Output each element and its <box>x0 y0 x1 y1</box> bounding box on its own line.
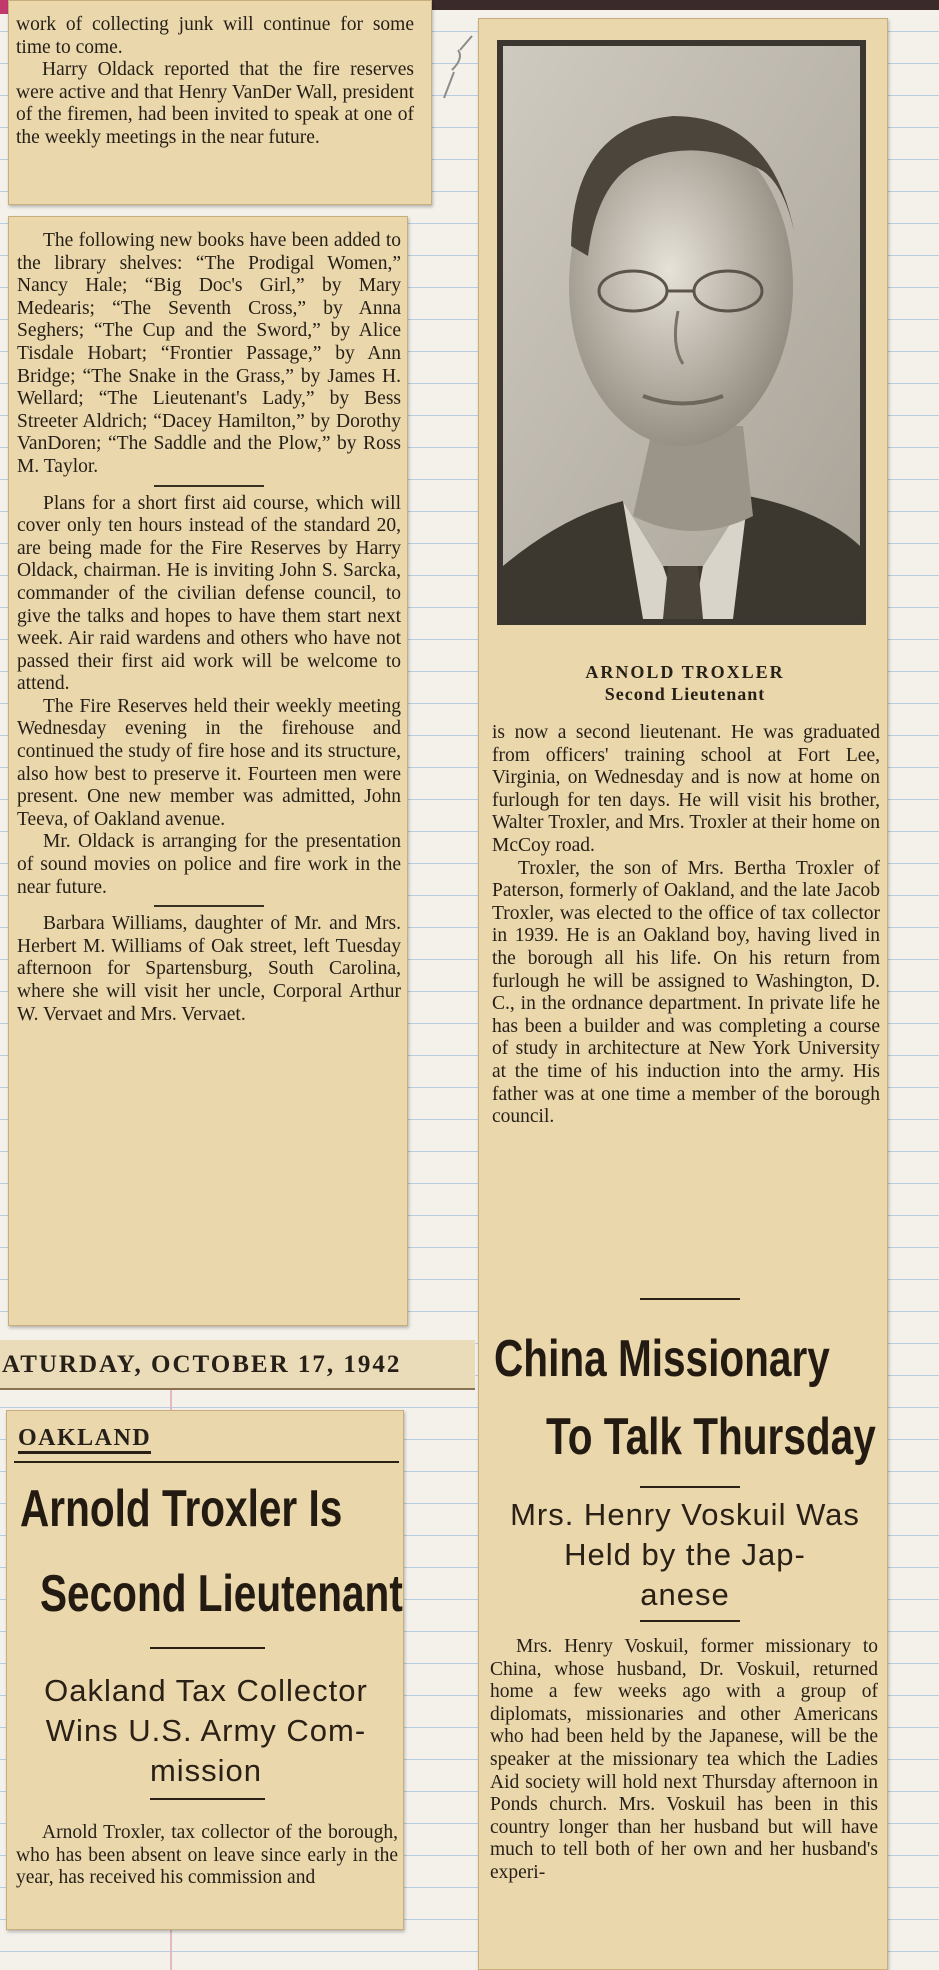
paragraph: The following new books have been added to the library shelves: “The Prodigal Women,” Nancy Hale; “Big Doc's Girl,” by Mary Medearis; “The Seventh Cross,” by Anna Seghers; “The Cup and the Sword,” by Alice Tisdale Hobart; “Frontier Passage,” by Ann Bridge; “The Snake in the Grass,” by James H. Wellard; “The Lieutenant's Lady,” by Bess Streeter Aldrich; “Dacey Hamilton,” by Dorothy VanDoren; “The Saddle and the Plow,” by Ross M. Taylor. <box>17 230 401 477</box>
clipping-left-top <box>8 0 432 205</box>
separator-rule <box>154 905 264 907</box>
subhead-line: anese <box>640 1577 730 1612</box>
clipping-left-main <box>8 216 408 1326</box>
subhead-line: Mrs. Henry Voskuil Was <box>510 1497 860 1532</box>
subhead-line: Oakland Tax Collector <box>44 1673 368 1708</box>
portrait-photo <box>497 40 866 625</box>
separator-rule <box>154 485 264 487</box>
dateline: ATURDAY, OCTOBER 17, 1942 <box>0 1340 475 1390</box>
section-tag: OAKLAND <box>18 1425 151 1454</box>
separator-rule <box>150 1798 265 1800</box>
paragraph: Mr. Oldack is arranging for the presentation of sound movies on police and fire work in the near future. <box>17 831 401 898</box>
paragraph: Troxler, the son of Mrs. Bertha Troxler of Paterson, formerly of Oakland, and the late Jacob Troxler, was elected to the office of tax collector in 1939. He is an Oakland boy, having lived in the borough all his life. On his return from furlough he will be assigned to Washington, D. C., in the ordnance department. In private life he has been a builder and was completing a course of study in architecture at New York University at the time of his induction into the army. His father was at one time a member of the borough council. <box>492 857 880 1128</box>
paragraph: Plans for a short first aid course, which will cover only ten hours instead of the standard 20, are being made for the Fire Reserves by Harry Oldack, chairman. He is inviting John S. Sarcka, commander of the civilian defense council, to give the talks and hopes to have them start next week. Air raid wardens and others who have not passed their first aid work will be welcome to attend. <box>17 492 401 695</box>
pencil-mark <box>438 28 478 108</box>
separator-rule <box>640 1620 740 1622</box>
photo-caption-title: Second Lieutenant <box>604 684 766 704</box>
paragraph: Arnold Troxler, tax collector of the borough, who has been absent on leave since early in the year, has received his commission and <box>16 1822 398 1889</box>
portrait-image <box>503 46 860 619</box>
paragraph: Harry Oldack reported that the fire reserves were active and that Henry VanDer Wall, president of the firemen, had been invited to speak at one of the weekly meetings in the near future. <box>16 59 414 148</box>
paragraph: work of collecting junk will continue for some time to come. <box>16 14 414 58</box>
photo-caption-name: ARNOLD TROXLER <box>585 662 785 682</box>
headline-line-2: To Talk Thursday <box>546 1408 876 1466</box>
paragraph: Mrs. Henry Voskuil, former missionary to China, whose husband, Dr. Voskuil, returned home a few weeks ago with a group of diplomats, missionaries and other Americans who had been held by the Japanese, will be the speaker at the missionary tea which the Ladies Aid society will hold next Thursday afternoon in Ponds church. Mrs. Voskuil has been in this country longer than her husband but will have much to tell both of her own and her husband's experi- <box>490 1636 878 1883</box>
separator-rule <box>640 1486 740 1488</box>
subhead-line: Held by the Jap- <box>564 1537 806 1572</box>
paragraph: The Fire Reserves held their weekly meeting Wednesday evening in the firehouse and continued the study of fire hose and its structure, also how best to preserve it. Fourteen men were present. One new member was admitted, John Teeva, of Oakland avenue. <box>17 695 401 830</box>
paragraph: Barbara Williams, daughter of Mr. and Mrs. Herbert M. Williams of Oak street, left Tuesday afternoon for Spartensburg, South Carolina, where she will visit her uncle, Corporal Arthur W. Vervaet and Mrs. Vervaet. <box>17 913 401 1025</box>
separator-rule <box>150 1647 265 1649</box>
paragraph: is now a second lieutenant. He was graduated from officers' training school at Fort Lee, Virginia, on Wednesday and is now at home on furlough for ten days. He will visit his brother, Walter Troxler, and Mrs. Troxler at their home on McCoy road. <box>492 722 880 856</box>
subhead-line: Wins U.S. Army Com- <box>45 1713 367 1748</box>
headline-line-1: Arnold Troxler Is <box>20 1480 343 1538</box>
headline-line-2: Second Lieutenant <box>40 1565 403 1623</box>
section-rule <box>14 1461 399 1463</box>
separator-rule <box>640 1298 740 1300</box>
subhead-line: mission <box>149 1753 263 1788</box>
headline-line-1: China Missionary <box>494 1330 830 1388</box>
